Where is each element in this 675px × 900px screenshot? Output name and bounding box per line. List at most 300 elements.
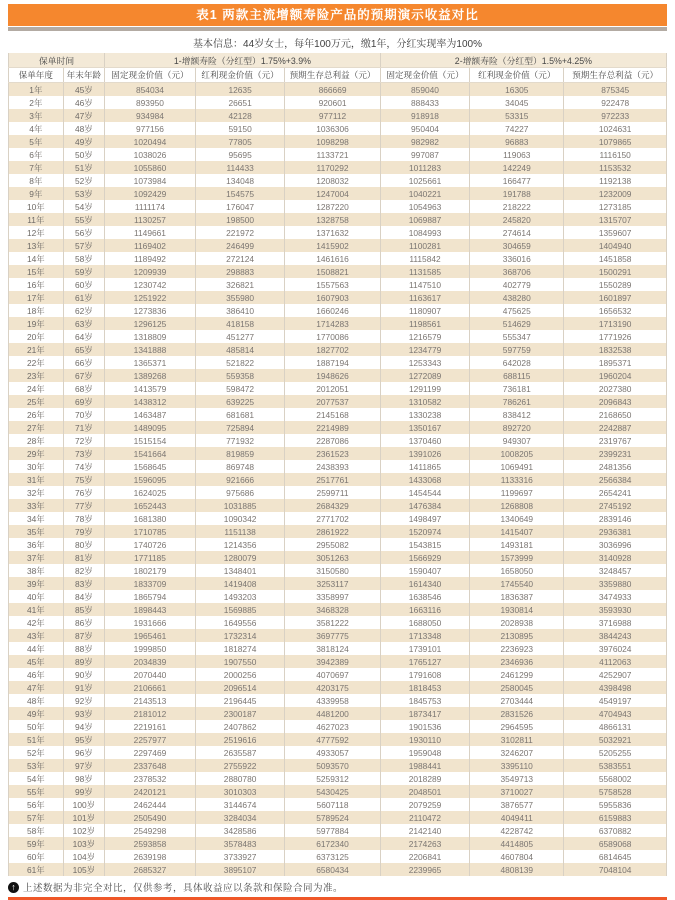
total-benefit-2-cell: 1079865 bbox=[564, 135, 667, 148]
total-benefit-1-cell: 1887194 bbox=[285, 356, 380, 369]
dividend-cash-1-cell: 598472 bbox=[195, 382, 284, 395]
fixed-cash-1-cell: 2219161 bbox=[105, 720, 196, 733]
table-row bbox=[9, 395, 667, 408]
policy-year-cell: 61年 bbox=[9, 863, 64, 876]
dividend-cash-2-cell: 274614 bbox=[470, 226, 564, 239]
total-benefit-2-cell: 1601897 bbox=[564, 291, 667, 304]
dividend-cash-2-cell: 74227 bbox=[470, 122, 564, 135]
total-benefit-1-cell: 2438393 bbox=[285, 460, 380, 473]
dividend-cash-2-cell: 1573999 bbox=[470, 551, 564, 564]
table-row bbox=[9, 447, 667, 460]
table-row bbox=[9, 837, 667, 850]
total-benefit-1-cell: 1827702 bbox=[285, 343, 380, 356]
age-cell: 51岁 bbox=[63, 161, 104, 174]
group-header-policy-time: 保单时间 bbox=[9, 53, 105, 68]
fixed-cash-2-cell: 1115842 bbox=[380, 252, 469, 265]
total-benefit-2-cell: 1895371 bbox=[564, 356, 667, 369]
age-cell: 89岁 bbox=[63, 655, 104, 668]
fixed-cash-2-cell: 1040221 bbox=[380, 187, 469, 200]
age-cell: 63岁 bbox=[63, 317, 104, 330]
age-cell: 80岁 bbox=[63, 538, 104, 551]
total-benefit-1-cell: 977112 bbox=[285, 109, 380, 122]
table-row bbox=[9, 486, 667, 499]
total-benefit-2-cell: 2936381 bbox=[564, 525, 667, 538]
table-row bbox=[9, 824, 667, 837]
table-row bbox=[9, 655, 667, 668]
table-row bbox=[9, 460, 667, 473]
total-benefit-1-cell: 3818124 bbox=[285, 642, 380, 655]
col-header-dividend-cash-1: 红利现金价值（元） bbox=[195, 68, 284, 83]
dividend-cash-2-cell: 1199697 bbox=[470, 486, 564, 499]
age-cell: 93岁 bbox=[63, 707, 104, 720]
table-row bbox=[9, 850, 667, 863]
dividend-cash-2-cell: 3549713 bbox=[470, 772, 564, 785]
total-benefit-2-cell: 875345 bbox=[564, 83, 667, 97]
fixed-cash-2-cell: 1131585 bbox=[380, 265, 469, 278]
total-benefit-2-cell: 2654241 bbox=[564, 486, 667, 499]
fixed-cash-2-cell: 2142140 bbox=[380, 824, 469, 837]
policy-year-cell: 11年 bbox=[9, 213, 64, 226]
fixed-cash-2-cell: 1350167 bbox=[380, 421, 469, 434]
fixed-cash-1-cell: 1463487 bbox=[105, 408, 196, 421]
age-cell: 103岁 bbox=[63, 837, 104, 850]
policy-year-cell: 5年 bbox=[9, 135, 64, 148]
dividend-cash-2-cell: 1658050 bbox=[470, 564, 564, 577]
dividend-cash-2-cell: 402779 bbox=[470, 278, 564, 291]
total-benefit-2-cell: 5758528 bbox=[564, 785, 667, 798]
dividend-cash-2-cell: 53315 bbox=[470, 109, 564, 122]
total-benefit-2-cell: 2027380 bbox=[564, 382, 667, 395]
table-row bbox=[9, 213, 667, 226]
dividend-cash-1-cell: 1907550 bbox=[195, 655, 284, 668]
dividend-cash-1-cell: 725894 bbox=[195, 421, 284, 434]
table-row bbox=[9, 265, 667, 278]
table-row bbox=[9, 135, 667, 148]
dividend-cash-2-cell: 1930814 bbox=[470, 603, 564, 616]
total-benefit-2-cell: 5568002 bbox=[564, 772, 667, 785]
dividend-cash-2-cell: 892720 bbox=[470, 421, 564, 434]
dividend-cash-2-cell: 514629 bbox=[470, 317, 564, 330]
total-benefit-1-cell: 2145168 bbox=[285, 408, 380, 421]
total-benefit-2-cell: 3593930 bbox=[564, 603, 667, 616]
total-benefit-2-cell: 5955836 bbox=[564, 798, 667, 811]
table-row bbox=[9, 200, 667, 213]
dividend-cash-2-cell: 1268808 bbox=[470, 499, 564, 512]
table-row bbox=[9, 174, 667, 187]
age-cell: 70岁 bbox=[63, 408, 104, 421]
fixed-cash-1-cell: 1365371 bbox=[105, 356, 196, 369]
fixed-cash-1-cell: 1771185 bbox=[105, 551, 196, 564]
dividend-cash-1-cell: 59150 bbox=[195, 122, 284, 135]
age-cell: 53岁 bbox=[63, 187, 104, 200]
fixed-cash-2-cell: 1498497 bbox=[380, 512, 469, 525]
dividend-cash-1-cell: 1569885 bbox=[195, 603, 284, 616]
age-cell: 61岁 bbox=[63, 291, 104, 304]
fixed-cash-2-cell: 1739101 bbox=[380, 642, 469, 655]
policy-year-cell: 21年 bbox=[9, 343, 64, 356]
dividend-cash-2-cell: 1133316 bbox=[470, 473, 564, 486]
fixed-cash-2-cell: 1873417 bbox=[380, 707, 469, 720]
total-benefit-2-cell: 972233 bbox=[564, 109, 667, 122]
policy-year-cell: 48年 bbox=[9, 694, 64, 707]
policy-year-cell: 16年 bbox=[9, 278, 64, 291]
dividend-cash-2-cell: 1493181 bbox=[470, 538, 564, 551]
table-row bbox=[9, 785, 667, 798]
total-benefit-1-cell: 1133721 bbox=[285, 148, 380, 161]
fixed-cash-1-cell: 1965461 bbox=[105, 629, 196, 642]
age-cell: 73岁 bbox=[63, 447, 104, 460]
dividend-cash-1-cell: 418158 bbox=[195, 317, 284, 330]
group-header-row bbox=[9, 53, 667, 68]
table-row bbox=[9, 629, 667, 642]
total-benefit-1-cell: 3051263 bbox=[285, 551, 380, 564]
dividend-cash-1-cell: 114433 bbox=[195, 161, 284, 174]
dividend-cash-2-cell: 16305 bbox=[470, 83, 564, 97]
fixed-cash-2-cell: 2174263 bbox=[380, 837, 469, 850]
policy-year-cell: 40年 bbox=[9, 590, 64, 603]
fixed-cash-1-cell: 1740726 bbox=[105, 538, 196, 551]
dividend-cash-1-cell: 451277 bbox=[195, 330, 284, 343]
dividend-cash-1-cell: 639225 bbox=[195, 395, 284, 408]
fixed-cash-2-cell: 950404 bbox=[380, 122, 469, 135]
table-row bbox=[9, 720, 667, 733]
fixed-cash-2-cell: 2079259 bbox=[380, 798, 469, 811]
total-benefit-2-cell: 1359607 bbox=[564, 226, 667, 239]
col-header-total-benefit-2: 预期生存总利益（元） bbox=[564, 68, 667, 83]
dividend-cash-1-cell: 326821 bbox=[195, 278, 284, 291]
table-body bbox=[9, 83, 667, 877]
dividend-cash-2-cell: 4607804 bbox=[470, 850, 564, 863]
policy-year-cell: 19年 bbox=[9, 317, 64, 330]
fixed-cash-1-cell: 1833709 bbox=[105, 577, 196, 590]
fixed-cash-1-cell: 1092429 bbox=[105, 187, 196, 200]
dividend-cash-2-cell: 2130895 bbox=[470, 629, 564, 642]
total-benefit-2-cell: 6370882 bbox=[564, 824, 667, 837]
total-benefit-2-cell: 1232009 bbox=[564, 187, 667, 200]
policy-year-cell: 3年 bbox=[9, 109, 64, 122]
col-header-policy-year: 保单年度 bbox=[9, 68, 64, 83]
fixed-cash-2-cell: 1791608 bbox=[380, 668, 469, 681]
age-cell: 54岁 bbox=[63, 200, 104, 213]
fixed-cash-1-cell: 1318809 bbox=[105, 330, 196, 343]
total-benefit-1-cell: 4777592 bbox=[285, 733, 380, 746]
policy-year-cell: 31年 bbox=[9, 473, 64, 486]
table-row bbox=[9, 473, 667, 486]
total-benefit-1-cell: 2287086 bbox=[285, 434, 380, 447]
dividend-cash-1-cell: 921666 bbox=[195, 473, 284, 486]
total-benefit-1-cell: 4203175 bbox=[285, 681, 380, 694]
dividend-cash-1-cell: 134048 bbox=[195, 174, 284, 187]
fixed-cash-1-cell: 2420121 bbox=[105, 785, 196, 798]
dividend-cash-2-cell: 304659 bbox=[470, 239, 564, 252]
total-benefit-2-cell: 1192138 bbox=[564, 174, 667, 187]
fixed-cash-1-cell: 977156 bbox=[105, 122, 196, 135]
age-cell: 74岁 bbox=[63, 460, 104, 473]
total-benefit-2-cell: 2096843 bbox=[564, 395, 667, 408]
dividend-cash-2-cell: 166477 bbox=[470, 174, 564, 187]
fixed-cash-2-cell: 1054963 bbox=[380, 200, 469, 213]
policy-year-cell: 32年 bbox=[9, 486, 64, 499]
table-row bbox=[9, 278, 667, 291]
fixed-cash-2-cell: 1370460 bbox=[380, 434, 469, 447]
policy-year-cell: 18年 bbox=[9, 304, 64, 317]
dividend-cash-2-cell: 4049411 bbox=[470, 811, 564, 824]
table-row bbox=[9, 226, 667, 239]
age-cell: 48岁 bbox=[63, 122, 104, 135]
fixed-cash-2-cell: 1272089 bbox=[380, 369, 469, 382]
total-benefit-2-cell: 3474933 bbox=[564, 590, 667, 603]
total-benefit-2-cell: 4252907 bbox=[564, 668, 667, 681]
total-benefit-2-cell: 1153532 bbox=[564, 161, 667, 174]
total-benefit-2-cell: 7048104 bbox=[564, 863, 667, 876]
policy-year-cell: 60年 bbox=[9, 850, 64, 863]
table-row bbox=[9, 317, 667, 330]
dividend-cash-1-cell: 1214356 bbox=[195, 538, 284, 551]
age-cell: 52岁 bbox=[63, 174, 104, 187]
table-row bbox=[9, 616, 667, 629]
age-cell: 92岁 bbox=[63, 694, 104, 707]
total-benefit-2-cell: 2168650 bbox=[564, 408, 667, 421]
total-benefit-1-cell: 1371632 bbox=[285, 226, 380, 239]
policy-year-cell: 22年 bbox=[9, 356, 64, 369]
total-benefit-1-cell: 4627023 bbox=[285, 720, 380, 733]
fixed-cash-2-cell: 1845753 bbox=[380, 694, 469, 707]
age-cell: 76岁 bbox=[63, 486, 104, 499]
dividend-cash-2-cell: 4414805 bbox=[470, 837, 564, 850]
fixed-cash-1-cell: 1149661 bbox=[105, 226, 196, 239]
fixed-cash-1-cell: 1596095 bbox=[105, 473, 196, 486]
dividend-cash-2-cell: 3246207 bbox=[470, 746, 564, 759]
table-row bbox=[9, 811, 667, 824]
age-cell: 46岁 bbox=[63, 96, 104, 109]
footnote-text: 上述数据为非完全对比，仅供参考，具体收益应以条款和保险合同为准。 bbox=[23, 883, 344, 894]
dividend-cash-2-cell: 191788 bbox=[470, 187, 564, 200]
policy-year-cell: 52年 bbox=[9, 746, 64, 759]
fixed-cash-1-cell: 2505490 bbox=[105, 811, 196, 824]
dividend-cash-2-cell: 2703444 bbox=[470, 694, 564, 707]
table-row bbox=[9, 239, 667, 252]
dividend-cash-2-cell: 4808139 bbox=[470, 863, 564, 876]
total-benefit-1-cell: 5259312 bbox=[285, 772, 380, 785]
fixed-cash-1-cell: 1515154 bbox=[105, 434, 196, 447]
total-benefit-1-cell: 4070697 bbox=[285, 668, 380, 681]
dividend-cash-1-cell: 221972 bbox=[195, 226, 284, 239]
fixed-cash-1-cell: 1296125 bbox=[105, 317, 196, 330]
fixed-cash-2-cell: 1520974 bbox=[380, 525, 469, 538]
total-benefit-2-cell: 4549197 bbox=[564, 694, 667, 707]
total-benefit-2-cell: 1832538 bbox=[564, 343, 667, 356]
fixed-cash-1-cell: 1038026 bbox=[105, 148, 196, 161]
age-cell: 88岁 bbox=[63, 642, 104, 655]
policy-year-cell: 57年 bbox=[9, 811, 64, 824]
total-benefit-1-cell: 1557563 bbox=[285, 278, 380, 291]
policy-year-cell: 27年 bbox=[9, 421, 64, 434]
dividend-cash-1-cell: 1348401 bbox=[195, 564, 284, 577]
dividend-cash-2-cell: 1340649 bbox=[470, 512, 564, 525]
total-benefit-2-cell: 1500291 bbox=[564, 265, 667, 278]
total-benefit-1-cell: 1328758 bbox=[285, 213, 380, 226]
fixed-cash-2-cell: 1566929 bbox=[380, 551, 469, 564]
policy-year-cell: 46年 bbox=[9, 668, 64, 681]
dividend-cash-2-cell: 2831526 bbox=[470, 707, 564, 720]
total-benefit-1-cell: 5093570 bbox=[285, 759, 380, 772]
table-row bbox=[9, 252, 667, 265]
total-benefit-2-cell: 4866131 bbox=[564, 720, 667, 733]
dividend-cash-1-cell: 355980 bbox=[195, 291, 284, 304]
table-row bbox=[9, 187, 667, 200]
fixed-cash-2-cell: 1901536 bbox=[380, 720, 469, 733]
total-benefit-1-cell: 4933057 bbox=[285, 746, 380, 759]
table-row bbox=[9, 694, 667, 707]
total-benefit-2-cell: 2481356 bbox=[564, 460, 667, 473]
fixed-cash-2-cell: 2239965 bbox=[380, 863, 469, 876]
total-benefit-1-cell: 1036306 bbox=[285, 122, 380, 135]
age-cell: 99岁 bbox=[63, 785, 104, 798]
table-row bbox=[9, 382, 667, 395]
total-benefit-1-cell: 2361523 bbox=[285, 447, 380, 460]
dividend-cash-2-cell: 119063 bbox=[470, 148, 564, 161]
table-row bbox=[9, 551, 667, 564]
age-cell: 58岁 bbox=[63, 252, 104, 265]
age-cell: 67岁 bbox=[63, 369, 104, 382]
age-cell: 87岁 bbox=[63, 629, 104, 642]
policy-year-cell: 30年 bbox=[9, 460, 64, 473]
total-benefit-1-cell: 3468328 bbox=[285, 603, 380, 616]
age-cell: 57岁 bbox=[63, 239, 104, 252]
dividend-cash-2-cell: 2028938 bbox=[470, 616, 564, 629]
dividend-cash-1-cell: 154575 bbox=[195, 187, 284, 200]
age-cell: 81岁 bbox=[63, 551, 104, 564]
fixed-cash-2-cell: 1959048 bbox=[380, 746, 469, 759]
fixed-cash-1-cell: 1189492 bbox=[105, 252, 196, 265]
policy-year-cell: 12年 bbox=[9, 226, 64, 239]
table-row bbox=[9, 421, 667, 434]
circle-up-arrow-icon: ↑ bbox=[8, 882, 19, 893]
total-benefit-2-cell: 6814645 bbox=[564, 850, 667, 863]
fixed-cash-2-cell: 1025661 bbox=[380, 174, 469, 187]
fixed-cash-1-cell: 1111174 bbox=[105, 200, 196, 213]
table-row bbox=[9, 798, 667, 811]
age-cell: 100岁 bbox=[63, 798, 104, 811]
policy-year-cell: 55年 bbox=[9, 785, 64, 798]
table-row bbox=[9, 772, 667, 785]
age-cell: 64岁 bbox=[63, 330, 104, 343]
age-cell: 56岁 bbox=[63, 226, 104, 239]
total-benefit-2-cell: 2399231 bbox=[564, 447, 667, 460]
dividend-cash-1-cell: 2096514 bbox=[195, 681, 284, 694]
fixed-cash-1-cell: 2181012 bbox=[105, 707, 196, 720]
fixed-cash-2-cell: 1590407 bbox=[380, 564, 469, 577]
table-row bbox=[9, 369, 667, 382]
total-benefit-2-cell: 3844243 bbox=[564, 629, 667, 642]
age-cell: 102岁 bbox=[63, 824, 104, 837]
age-cell: 90岁 bbox=[63, 668, 104, 681]
fixed-cash-2-cell: 1765127 bbox=[380, 655, 469, 668]
dividend-cash-1-cell: 559358 bbox=[195, 369, 284, 382]
total-benefit-1-cell: 6580434 bbox=[285, 863, 380, 876]
policy-year-cell: 6年 bbox=[9, 148, 64, 161]
dividend-cash-1-cell: 2407862 bbox=[195, 720, 284, 733]
total-benefit-1-cell: 5977884 bbox=[285, 824, 380, 837]
policy-year-cell: 35年 bbox=[9, 525, 64, 538]
table-row bbox=[9, 434, 667, 447]
total-benefit-1-cell: 3697775 bbox=[285, 629, 380, 642]
age-cell: 98岁 bbox=[63, 772, 104, 785]
fixed-cash-1-cell: 1541664 bbox=[105, 447, 196, 460]
age-cell: 62岁 bbox=[63, 304, 104, 317]
policy-year-cell: 33年 bbox=[9, 499, 64, 512]
dividend-cash-2-cell: 555347 bbox=[470, 330, 564, 343]
total-benefit-1-cell: 2861922 bbox=[285, 525, 380, 538]
table-row bbox=[9, 538, 667, 551]
dividend-cash-1-cell: 386410 bbox=[195, 304, 284, 317]
fixed-cash-1-cell: 1073984 bbox=[105, 174, 196, 187]
age-cell: 55岁 bbox=[63, 213, 104, 226]
dividend-cash-2-cell: 2580045 bbox=[470, 681, 564, 694]
fixed-cash-2-cell: 1084993 bbox=[380, 226, 469, 239]
table-row bbox=[9, 356, 667, 369]
dividend-cash-2-cell: 1008205 bbox=[470, 447, 564, 460]
total-benefit-1-cell: 2955082 bbox=[285, 538, 380, 551]
fixed-cash-2-cell: 1069887 bbox=[380, 213, 469, 226]
total-benefit-2-cell: 1771926 bbox=[564, 330, 667, 343]
dividend-cash-1-cell: 77805 bbox=[195, 135, 284, 148]
age-cell: 77岁 bbox=[63, 499, 104, 512]
dividend-cash-1-cell: 1031885 bbox=[195, 499, 284, 512]
fixed-cash-1-cell: 1681380 bbox=[105, 512, 196, 525]
dividend-cash-2-cell: 642028 bbox=[470, 356, 564, 369]
col-header-age: 年末年龄 bbox=[63, 68, 104, 83]
fixed-cash-1-cell: 2378532 bbox=[105, 772, 196, 785]
fixed-cash-2-cell: 1543815 bbox=[380, 538, 469, 551]
age-cell: 95岁 bbox=[63, 733, 104, 746]
total-benefit-1-cell: 920601 bbox=[285, 96, 380, 109]
age-cell: 104岁 bbox=[63, 850, 104, 863]
policy-year-cell: 9年 bbox=[9, 187, 64, 200]
fixed-cash-1-cell: 2685327 bbox=[105, 863, 196, 876]
table-row bbox=[9, 499, 667, 512]
col-header-fixed-cash-2: 固定现金价值（元） bbox=[380, 68, 469, 83]
dividend-cash-2-cell: 475625 bbox=[470, 304, 564, 317]
fixed-cash-1-cell: 1652443 bbox=[105, 499, 196, 512]
policy-year-cell: 14年 bbox=[9, 252, 64, 265]
total-benefit-2-cell: 6159883 bbox=[564, 811, 667, 824]
dividend-cash-1-cell: 2300187 bbox=[195, 707, 284, 720]
age-cell: 82岁 bbox=[63, 564, 104, 577]
policy-year-cell: 17年 bbox=[9, 291, 64, 304]
total-benefit-1-cell: 3942389 bbox=[285, 655, 380, 668]
dividend-cash-2-cell: 1836387 bbox=[470, 590, 564, 603]
dividend-cash-1-cell: 2880780 bbox=[195, 772, 284, 785]
dividend-cash-2-cell: 1745540 bbox=[470, 577, 564, 590]
fixed-cash-1-cell: 2106661 bbox=[105, 681, 196, 694]
total-benefit-2-cell: 1116150 bbox=[564, 148, 667, 161]
fixed-cash-2-cell: 1310582 bbox=[380, 395, 469, 408]
dividend-cash-1-cell: 2196445 bbox=[195, 694, 284, 707]
age-cell: 84岁 bbox=[63, 590, 104, 603]
total-benefit-2-cell: 1024631 bbox=[564, 122, 667, 135]
fixed-cash-1-cell: 934984 bbox=[105, 109, 196, 122]
age-cell: 91岁 bbox=[63, 681, 104, 694]
fixed-cash-1-cell: 2593858 bbox=[105, 837, 196, 850]
total-benefit-1-cell: 1461616 bbox=[285, 252, 380, 265]
fixed-cash-1-cell: 1999850 bbox=[105, 642, 196, 655]
dividend-cash-2-cell: 368706 bbox=[470, 265, 564, 278]
policy-year-cell: 20年 bbox=[9, 330, 64, 343]
column-header-row bbox=[9, 68, 667, 83]
table-row bbox=[9, 603, 667, 616]
age-cell: 97岁 bbox=[63, 759, 104, 772]
